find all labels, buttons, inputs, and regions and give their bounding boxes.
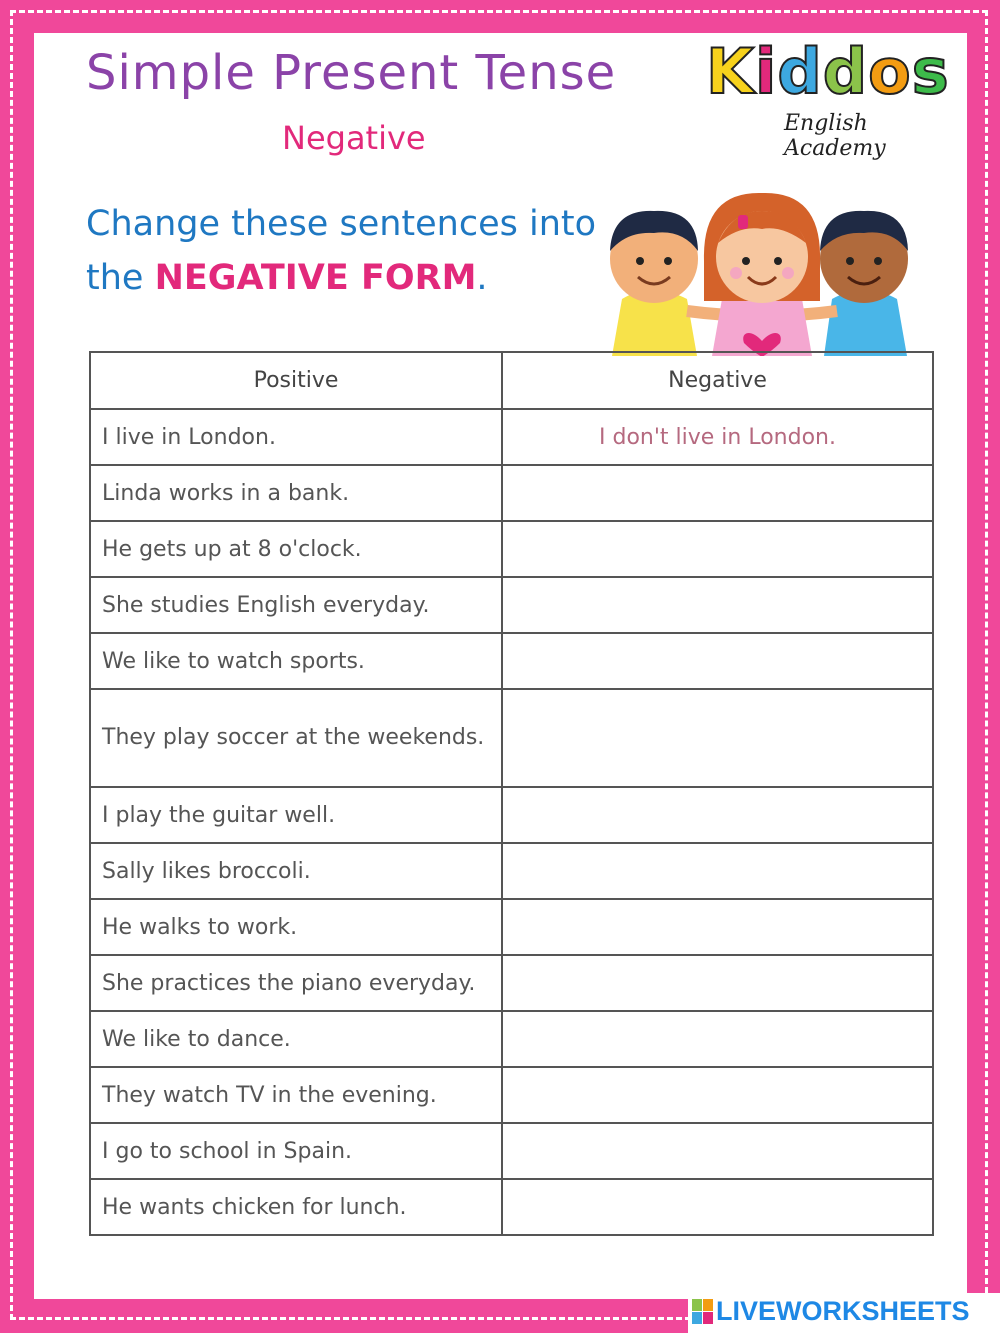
negative-answer-field[interactable] xyxy=(502,1011,933,1067)
logo-letter: i xyxy=(755,35,778,108)
table-row xyxy=(90,787,933,843)
table-row xyxy=(90,955,933,1011)
negative-answer-field[interactable] xyxy=(502,1179,933,1235)
logo-letter: d xyxy=(777,35,823,108)
logo-letter: s xyxy=(911,35,950,108)
positive-sentence: I go to school in Spain. xyxy=(90,1123,502,1179)
instruction-text xyxy=(86,197,606,305)
page-title: Simple Present Tense xyxy=(86,45,617,101)
table-row xyxy=(90,1011,933,1067)
negative-answer-field[interactable] xyxy=(502,955,933,1011)
negative-answer-field[interactable] xyxy=(502,465,933,521)
table-row xyxy=(90,1123,933,1179)
table-row xyxy=(90,689,933,787)
table-row xyxy=(90,1179,933,1235)
table-row xyxy=(90,465,933,521)
logo-tagline: English Academy xyxy=(784,111,886,161)
kiddos-logo xyxy=(706,35,961,161)
negative-answer-field[interactable] xyxy=(502,689,933,787)
column-header-negative: Negative xyxy=(502,352,933,409)
table-row xyxy=(90,577,933,633)
negative-answer-field[interactable] xyxy=(502,577,933,633)
table-row xyxy=(90,1067,933,1123)
worksheet-table xyxy=(89,351,934,1236)
positive-sentence: We like to dance. xyxy=(90,1011,502,1067)
negative-answer-field[interactable] xyxy=(502,843,933,899)
negative-answer-field[interactable] xyxy=(502,1123,933,1179)
liveworksheets-brand: LIVEWORKSHEETS xyxy=(716,1296,970,1326)
positive-sentence: I live in London. xyxy=(90,409,502,465)
positive-sentence: He gets up at 8 o'clock. xyxy=(90,521,502,577)
logo-letter: K xyxy=(706,35,756,108)
liveworksheets-icon xyxy=(692,1299,714,1325)
positive-sentence: Linda works in a bank. xyxy=(90,465,502,521)
positive-sentence: He wants chicken for lunch. xyxy=(90,1179,502,1235)
positive-sentence: He walks to work. xyxy=(90,899,502,955)
liveworksheets-footer xyxy=(688,1293,1000,1333)
worksheet-page xyxy=(34,33,967,1299)
instruction-emphasis: NEGATIVE FORM xyxy=(154,258,477,298)
negative-answer-field[interactable] xyxy=(502,899,933,955)
negative-answer-field[interactable] xyxy=(502,787,933,843)
logo-wordmark xyxy=(706,35,950,108)
table-row xyxy=(90,843,933,899)
positive-sentence: We like to watch sports. xyxy=(90,633,502,689)
table-row xyxy=(90,521,933,577)
instruction-period: . xyxy=(476,258,488,298)
negative-answer-field[interactable] xyxy=(502,1067,933,1123)
negative-answer-example: I don't live in London. xyxy=(502,409,933,465)
page-subtitle: Negative xyxy=(282,119,426,157)
children-illustration xyxy=(602,181,922,356)
table-row xyxy=(90,633,933,689)
positive-sentence: She studies English everyday. xyxy=(90,577,502,633)
girl-figure xyxy=(704,193,820,356)
positive-sentence: I play the guitar well. xyxy=(90,787,502,843)
table-row xyxy=(90,899,933,955)
column-header-positive: Positive xyxy=(90,352,502,409)
table-row xyxy=(90,409,933,465)
positive-sentence: She practices the piano everyday. xyxy=(90,955,502,1011)
table-header-row xyxy=(90,352,933,409)
logo-letter: d xyxy=(822,35,869,108)
boy-left-figure xyxy=(610,211,698,356)
positive-sentence: They watch TV in the evening. xyxy=(90,1067,502,1123)
negative-answer-field[interactable] xyxy=(502,521,933,577)
logo-letter: o xyxy=(868,35,912,108)
negative-answer-field[interactable] xyxy=(502,633,933,689)
positive-sentence: They play soccer at the weekends. xyxy=(90,689,502,787)
instruction-lead: Change these sentences into the xyxy=(86,204,597,298)
boy-right-figure xyxy=(820,211,908,356)
positive-sentence: Sally likes broccoli. xyxy=(90,843,502,899)
